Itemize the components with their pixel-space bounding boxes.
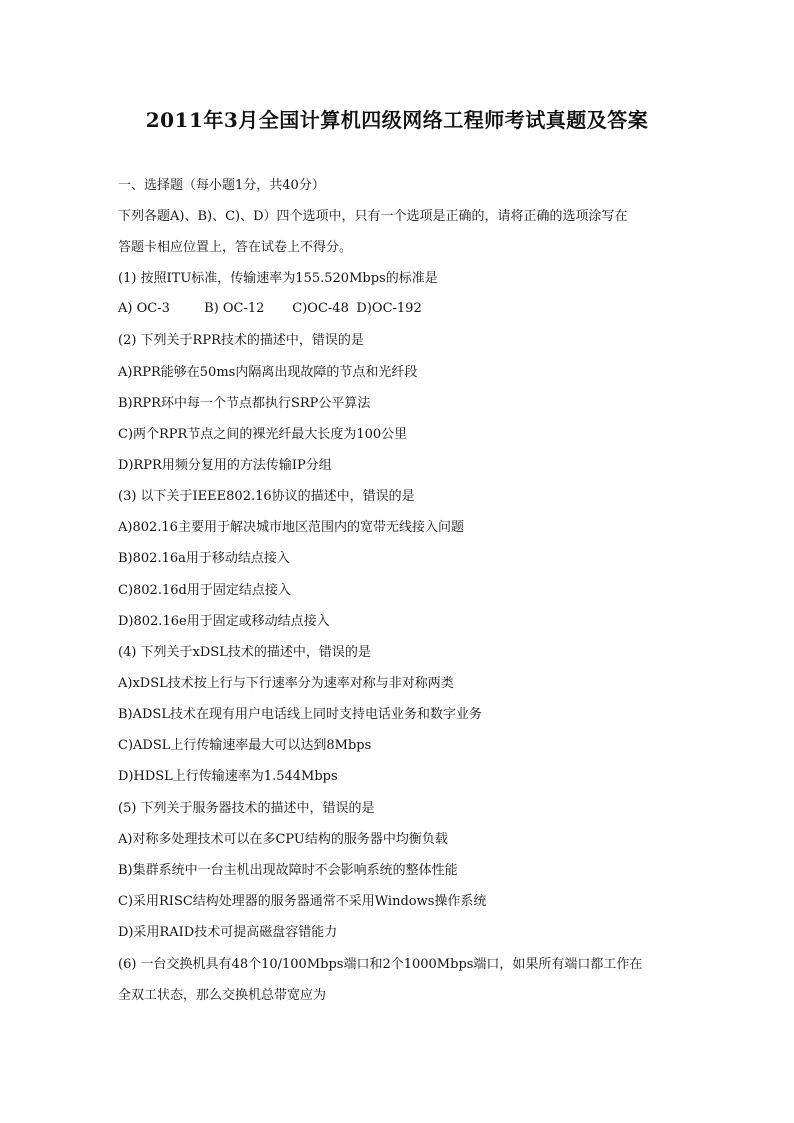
question-6-stem-line-1: (6) 一台交换机具有48个10/100Mbps端口和2个1000Mbps端口，如果所有端口都工作在 xyxy=(118,957,643,972)
question-2-option-b: B)RPR环中每一个节点都执行SRP公平算法 xyxy=(118,396,371,411)
section-heading: 一、选择题（每小题1分，共40分） xyxy=(118,178,325,193)
question-3-option-a: A)802.16主要用于解决城市地区范围内的宽带无线接入问题 xyxy=(118,520,464,535)
question-5-option-d: D)采用RAID技术可提高磁盘容错能力 xyxy=(118,925,338,940)
question-2-option-d: D)RPR用频分复用的方法传输IP分组 xyxy=(118,458,332,473)
question-3-stem: (3) 以下关于IEEE802.16协议的描述中，错误的是 xyxy=(118,489,415,504)
question-5-stem: (5) 下列关于服务器技术的描述中，错误的是 xyxy=(118,801,375,816)
question-4-stem: (4) 下列关于xDSL技术的描述中，错误的是 xyxy=(118,645,371,660)
question-4-option-c: C)ADSL上行传输速率最大可以达到8Mbps xyxy=(118,738,372,753)
question-6-stem-line-2: 全双工状态，那么交换机总带宽应为 xyxy=(118,988,327,1003)
question-1-options xyxy=(118,300,422,318)
question-1-option-a: A) OC-3 xyxy=(118,301,170,316)
question-1-option-d: D)OC-192 xyxy=(356,301,422,316)
question-4-option-b: B)ADSL技术在现有用户电话线上同时支持电话业务和数字业务 xyxy=(118,707,482,722)
question-5-option-b: B)集群系统中一台主机出现故障时不会影响系统的整体性能 xyxy=(118,863,458,878)
question-5-option-a: A)对称多处理技术可以在多CPU结构的服务器中均衡负载 xyxy=(118,832,448,847)
question-3-option-d: D)802.16e用于固定或移动结点接入 xyxy=(118,614,330,629)
question-2-option-c: C)两个RPR节点之间的裸光纤最大长度为100公里 xyxy=(118,427,408,442)
question-1-stem: (1) 按照ITU标准，传输速率为155.520Mbps的标准是 xyxy=(118,271,438,286)
question-3-option-b: B)802.16a用于移动结点接入 xyxy=(118,551,290,566)
instructions-line-2: 答题卡相应位置上，答在试卷上不得分。 xyxy=(118,240,353,255)
question-2-option-a: A)RPR能够在50ms内隔离出现故障的节点和光纤段 xyxy=(118,365,418,380)
instructions-line-1: 下列各题A)、B)、C)、D）四个选项中，只有一个选项是正确的，请将正确的选项涂写在 xyxy=(118,209,628,224)
question-5-option-c: C)采用RISC结构处理器的服务器通常不采用Windows操作系统 xyxy=(118,894,487,909)
question-2-stem: (2) 下列关于RPR技术的描述中，错误的是 xyxy=(118,333,364,348)
question-4-option-d: D)HDSL上行传输速率为1.544Mbps xyxy=(118,769,338,784)
question-1-option-c: C)OC-48 xyxy=(292,301,349,316)
question-4-option-a: A)xDSL技术按上行与下行速率分为速率对称与非对称两类 xyxy=(118,676,454,691)
question-3-option-c: C)802.16d用于固定结点接入 xyxy=(118,583,291,598)
question-1-option-b: B) OC-12 xyxy=(204,301,265,316)
page-title: 2011年3月全国计算机四级网络工程师考试真题及答案 xyxy=(145,108,649,132)
